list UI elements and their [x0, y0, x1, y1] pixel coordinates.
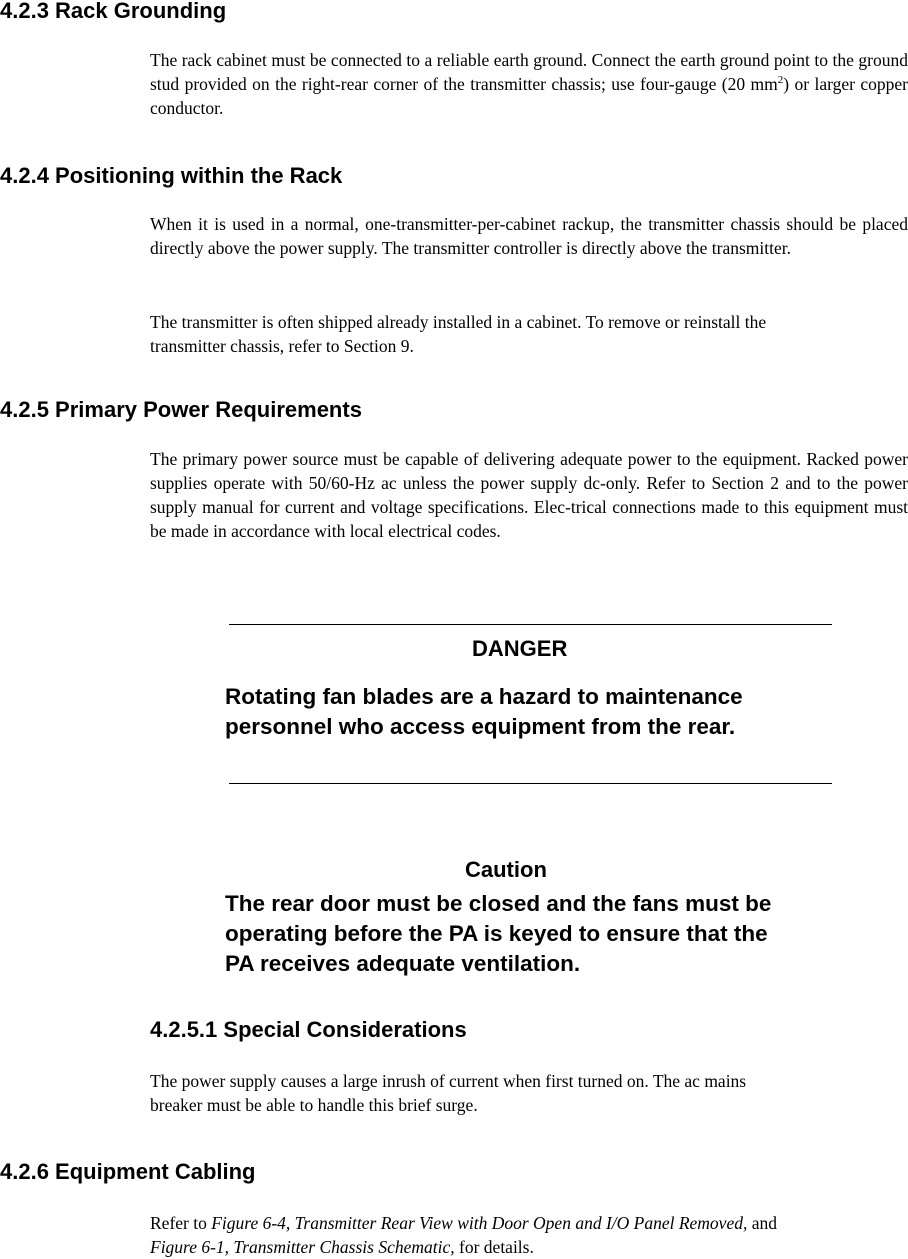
special-line-1: The power supply causes a large inrush of current when first turned on. The ac mains [150, 1071, 747, 1091]
figure-reference-6-1: Figure 6-1, Transmitter Chassis Schematic, [150, 1237, 455, 1257]
paragraph-positioning-shipping [150, 310, 908, 358]
danger-line-1: Rotating fan blades are a hazard to maintenance [225, 684, 743, 709]
danger-line-2: personnel who access equipment from the rear. [225, 714, 736, 739]
superscript-2: 2 [777, 74, 784, 87]
section-heading-rack-grounding: 4.2.3 Rack Grounding [0, 0, 227, 23]
special-line-2: breaker must be able to handle this brief surge. [150, 1095, 478, 1115]
cabling-and: and [747, 1213, 777, 1233]
caution-line-1: The rear door must be closed and the fans must be [225, 891, 772, 916]
caution-title: Caution [465, 857, 547, 882]
shipping-line-2: transmitter chassis, refer to Section 9. [150, 336, 414, 356]
paragraph-equipment-cabling [150, 1211, 908, 1259]
caution-line-2: operating before the PA is keyed to ensure that the [225, 921, 768, 946]
paragraph-special-considerations [150, 1069, 908, 1117]
danger-message [225, 682, 743, 742]
section-heading-primary-power: 4.2.5 Primary Power Requirements [0, 397, 362, 422]
paragraph-primary-power: The primary power source must be capable of delivering adequate power to the equipment. Racked power supplies operate with 50/60-Hz ac unless the power supply dc-only. Refer to Section 2 and to the power supply manual for current and voltage specifications. Elec-trical connections made to this equipment must be made in accordance with local electrical codes. [150, 449, 908, 541]
cabling-suffix: for details. [454, 1237, 534, 1257]
shipping-line-1: The transmitter is often shipped already installed in a cabinet. To remove or reinstall the [150, 312, 767, 332]
paragraph-positioning: When it is used in a normal, one-transmitter-per-cabinet rackup, the transmitter chassis should be placed directly above the power supply. The transmitter controller is directly above the transmitter. [150, 214, 908, 258]
section-heading-equipment-cabling: 4.2.6 Equipment Cabling [0, 1159, 256, 1184]
danger-top-rule [229, 624, 832, 625]
rack-grounding-text-end: ) or larger copper conductor. [150, 74, 908, 118]
figure-reference-6-4: Figure 6-4, Transmitter Rear View with Door Open and I/O Panel Removed, [211, 1213, 748, 1233]
section-heading-positioning: 4.2.4 Positioning within the Rack [0, 163, 343, 188]
cabling-prefix: Refer to [150, 1213, 212, 1233]
danger-title: DANGER [472, 636, 568, 661]
rack-grounding-text: The rack cabinet must be connected to a reliable earth ground. Connect the earth ground point to the ground stud provided on the right-rear corner of the transmitter chassis; use four-gauge (20 mm [150, 50, 908, 94]
paragraph-rack-grounding [150, 48, 908, 120]
danger-bottom-rule [229, 783, 832, 784]
caution-line-3: PA receives adequate ventilation. [225, 951, 581, 976]
section-heading-special-considerations: 4.2.5.1 Special Considerations [150, 1017, 467, 1042]
caution-message [225, 889, 771, 979]
